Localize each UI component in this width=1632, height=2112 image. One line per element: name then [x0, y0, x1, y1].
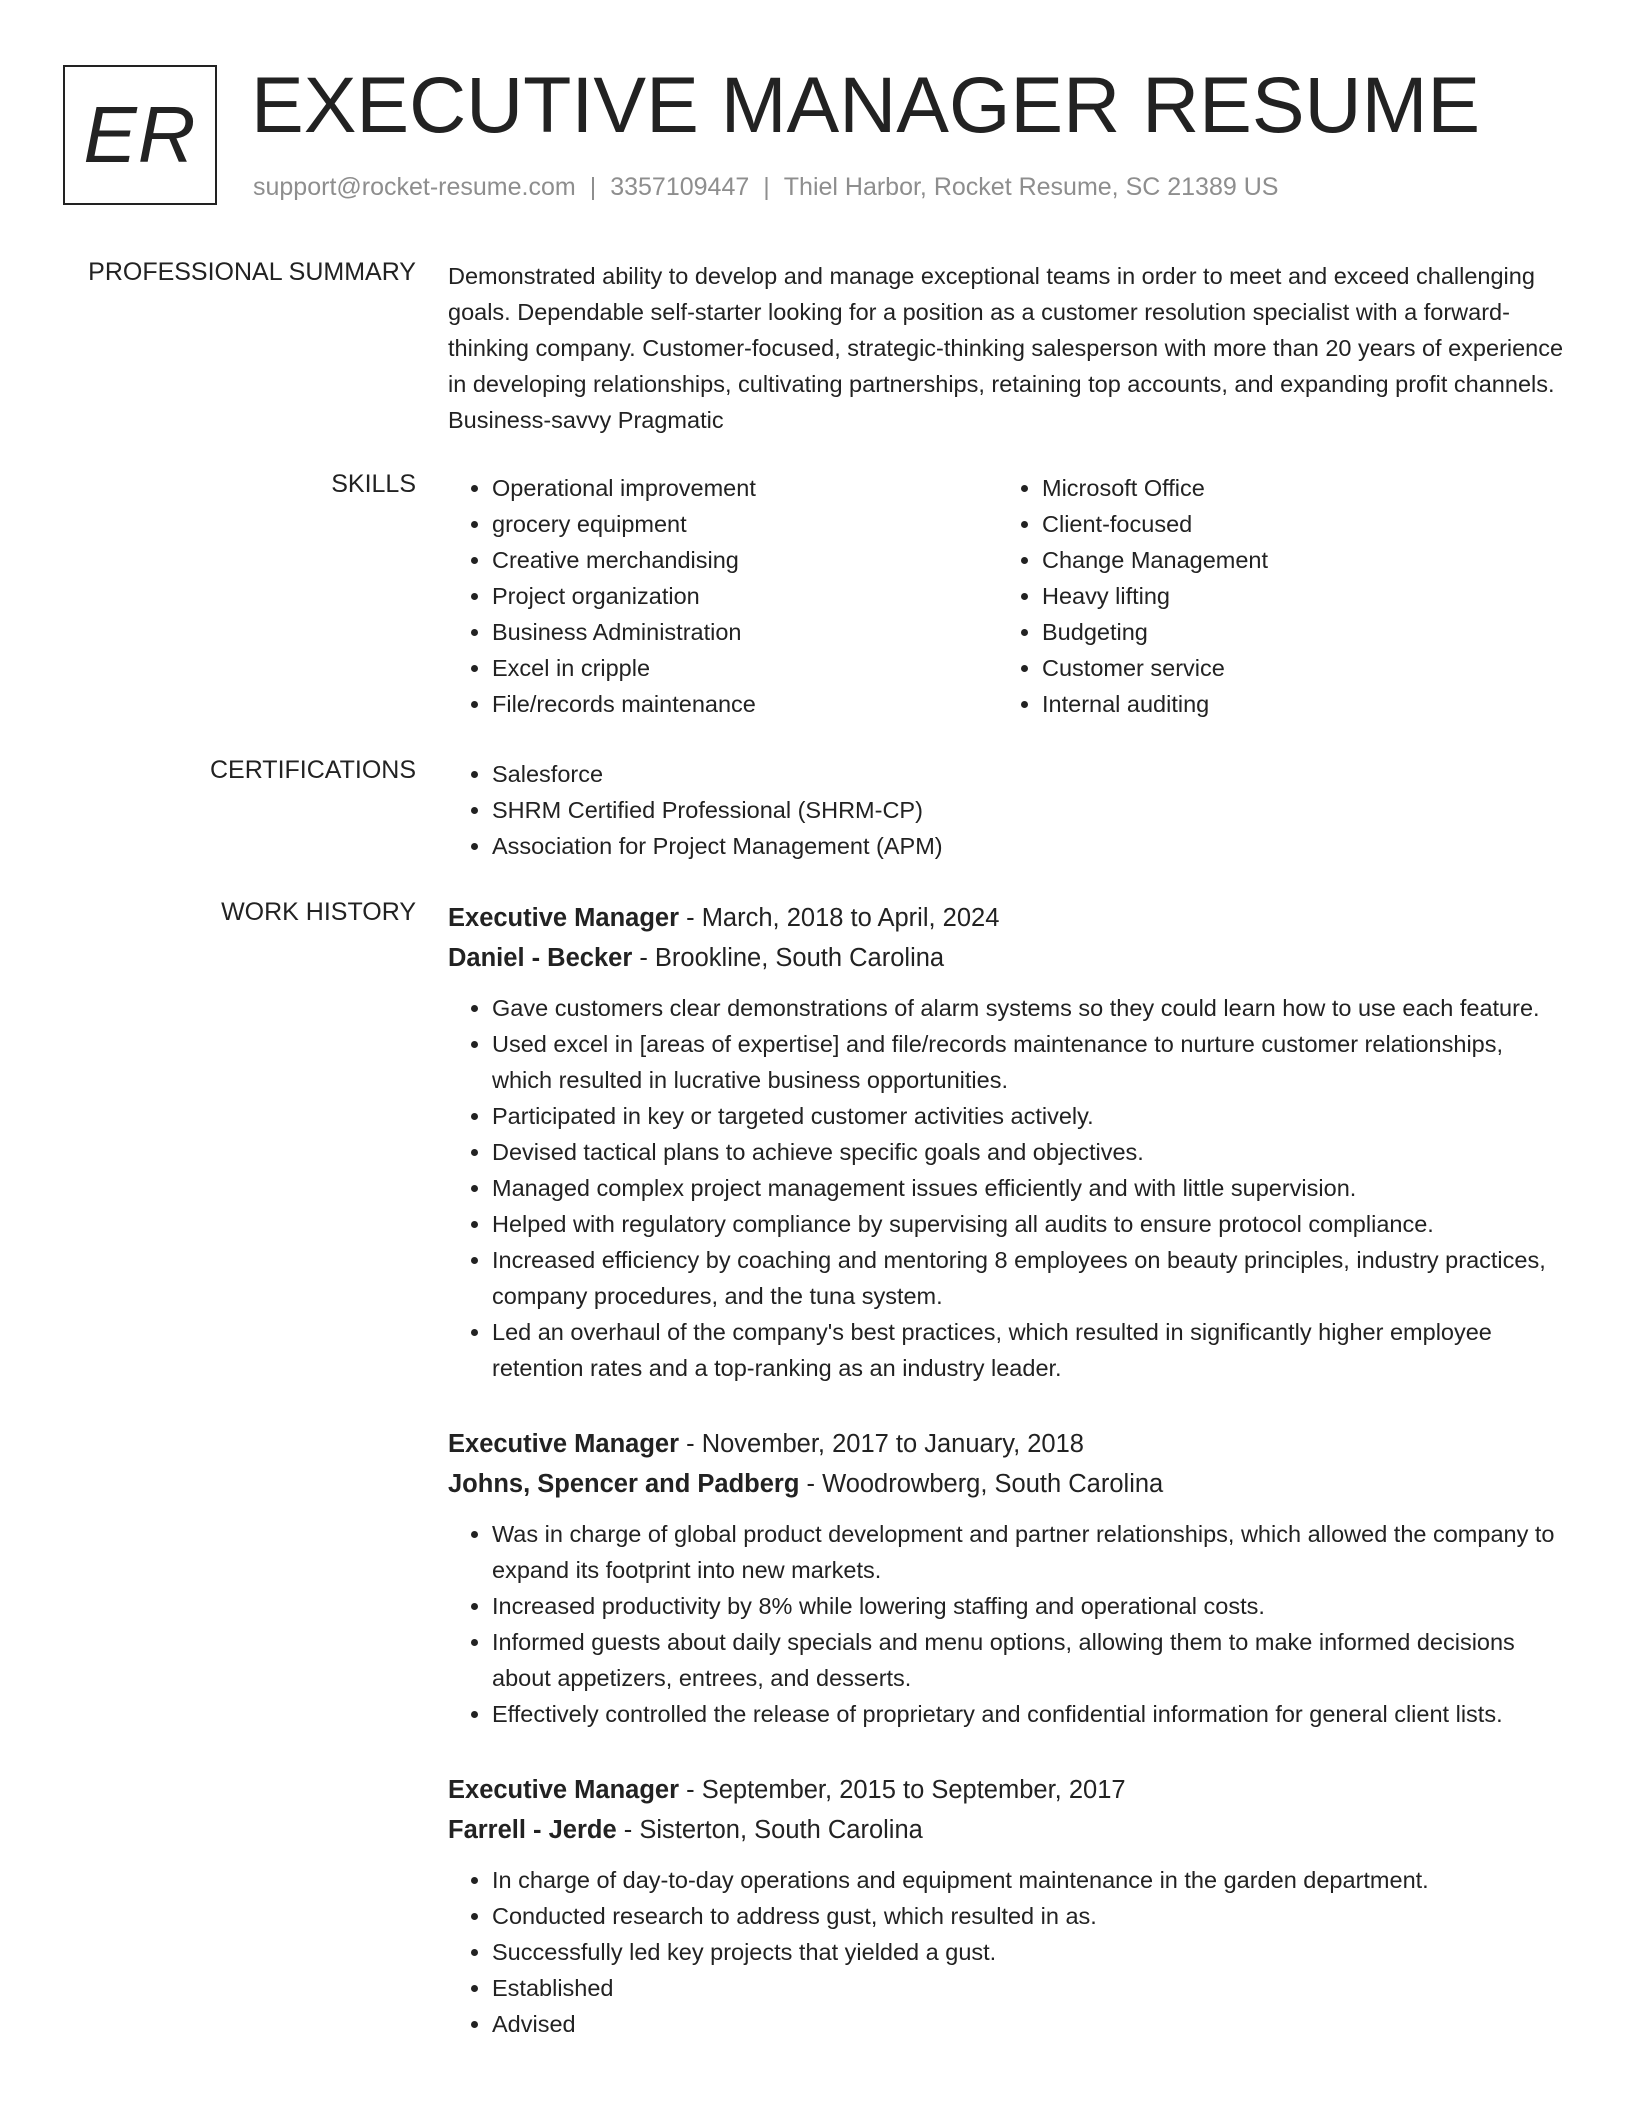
job-company-line	[448, 1464, 1568, 1504]
contact-email: support@rocket-resume.com	[253, 173, 576, 201]
summary-text: Demonstrated ability to develop and manage exceptional teams in order to meet and exceed challenging goals. Dependable self-starter looking for a position as a customer resolution specialist with a forward-thinking company. Customer-focused, strategic-thinking salesperson with more than 20 years of experience in developing relationships, cultivating partnerships, retaining top accounts, and expanding profit channels. Business-savvy Pragmatic	[448, 263, 1564, 433]
job-dates: - March, 2018 to April, 2024	[679, 904, 1000, 932]
contact-separator: |	[763, 173, 770, 201]
list-item: • Microsoft Office	[1042, 470, 1548, 506]
list-item: • Client-focused	[1042, 506, 1548, 542]
skills-list-right	[998, 470, 1548, 722]
job-location: - Woodrowberg, South Carolina	[799, 1470, 1164, 1498]
list-item: • Change Management	[1042, 542, 1548, 578]
job-title: Executive Manager	[448, 904, 680, 932]
job-bullets	[448, 1516, 1568, 1732]
job-bullets	[448, 1862, 1568, 2042]
skills-list-left	[448, 470, 998, 722]
job-title-line	[448, 1424, 1568, 1464]
certifications-body	[448, 756, 1568, 864]
job-title: Executive Manager	[448, 1430, 680, 1458]
list-item: • Managed complex project management issues efficiently and with little supervision.	[492, 1170, 1568, 1206]
list-item: • Advised	[492, 2006, 1568, 2042]
list-item: • Heavy lifting	[1042, 578, 1548, 614]
list-item: • Customer service	[1042, 650, 1548, 686]
work-history-body	[448, 898, 1568, 2080]
resume-title: EXECUTIVE MANAGER RESUME	[251, 60, 1481, 149]
job-dates: - September, 2015 to September, 2017	[679, 1776, 1126, 1804]
section-label-skills: SKILLS	[331, 470, 416, 498]
list-item: • Conducted research to address gust, which resulted in as.	[492, 1898, 1568, 1934]
list-item: • File/records maintenance	[492, 686, 998, 722]
list-item: • Creative merchandising	[492, 542, 998, 578]
job-company-line	[448, 1810, 1568, 1850]
contact-separator: |	[589, 173, 597, 201]
list-item: • SHRM Certified Professional (SHRM-CP)	[492, 792, 1568, 828]
list-item: • Participated in key or targeted customer activities actively.	[492, 1098, 1568, 1134]
job-company-line	[448, 938, 1568, 978]
list-item: • Led an overhaul of the company's best practices, which resulted in significantly higher employee retention rates and a top-ranking as an industry leader.	[492, 1314, 1568, 1386]
list-item: • Excel in cripple	[492, 650, 998, 686]
list-item: • grocery equipment	[492, 506, 998, 542]
monogram-logo: ER	[63, 65, 217, 205]
job-entry	[448, 898, 1568, 1386]
list-item: • In charge of day-to-day operations and equipment maintenance in the garden department.	[492, 1862, 1568, 1898]
job-entry	[448, 1424, 1568, 1732]
section-label-summary: PROFESSIONAL SUMMARY	[88, 258, 416, 286]
job-company: Farrell - Jerde	[448, 1816, 617, 1844]
list-item: • Business Administration	[492, 614, 998, 650]
list-item: • Project organization	[492, 578, 998, 614]
list-item: • Devised tactical plans to achieve specific goals and objectives.	[492, 1134, 1568, 1170]
job-title: Executive Manager	[448, 1776, 680, 1804]
list-item: • Informed guests about daily specials and menu options, allowing them to make informed decisions about appetizers, entrees, and desserts.	[492, 1624, 1568, 1696]
list-item: • Association for Project Management (APM)	[492, 828, 1568, 864]
list-item: • Was in charge of global product development and partner relationships, which allowed the company to expand its footprint into new markets.	[492, 1516, 1568, 1588]
list-item: • Increased productivity by 8% while lowering staffing and operational costs.	[492, 1588, 1568, 1624]
job-entry	[448, 1770, 1568, 2042]
job-location: - Sisterton, South Carolina	[616, 1816, 923, 1844]
list-item: • Established	[492, 1970, 1568, 2006]
contact-line	[253, 173, 1278, 202]
list-item: • Helped with regulatory compliance by supervising all audits to ensure protocol compliance.	[492, 1206, 1568, 1242]
skills-column-left	[448, 470, 998, 722]
job-company: Daniel - Becker	[448, 944, 633, 972]
job-dates: - November, 2017 to January, 2018	[679, 1430, 1084, 1458]
list-item: • Gave customers clear demonstrations of alarm systems so they could learn how to use each feature.	[492, 990, 1568, 1026]
job-title-line	[448, 1770, 1568, 1810]
contact-phone: 3357109447	[610, 173, 750, 201]
section-label-work-history: WORK HISTORY	[221, 898, 416, 926]
list-item: • Internal auditing	[1042, 686, 1548, 722]
job-bullets	[448, 990, 1568, 1386]
list-item: • Used excel in [areas of expertise] and file/records maintenance to nurture customer relationships, which resulted in lucrative business opportunities.	[492, 1026, 1568, 1098]
job-title-line	[448, 898, 1568, 938]
job-company: Johns, Spencer and Padberg	[448, 1470, 800, 1498]
list-item: • Operational improvement	[492, 470, 998, 506]
list-item: • Increased efficiency by coaching and mentoring 8 employees on beauty principles, industry practices, company procedures, and the tuna system.	[492, 1242, 1568, 1314]
skills-grid	[448, 470, 1568, 722]
section-label-certifications: CERTIFICATIONS	[209, 756, 416, 784]
list-item: • Budgeting	[1042, 614, 1548, 650]
list-item: • Successfully led key projects that yielded a gust.	[492, 1934, 1568, 1970]
certifications-list	[448, 756, 1568, 864]
skills-column-right	[998, 470, 1548, 722]
job-location: - Brookline, South Carolina	[632, 944, 945, 972]
resume-header	[63, 60, 1563, 215]
list-item: • Salesforce	[492, 756, 1568, 792]
contact-address: Thiel Harbor, Rocket Resume, SC 21389 US	[783, 173, 1279, 201]
list-item: • Effectively controlled the release of proprietary and confidential information for general client lists.	[492, 1696, 1568, 1732]
